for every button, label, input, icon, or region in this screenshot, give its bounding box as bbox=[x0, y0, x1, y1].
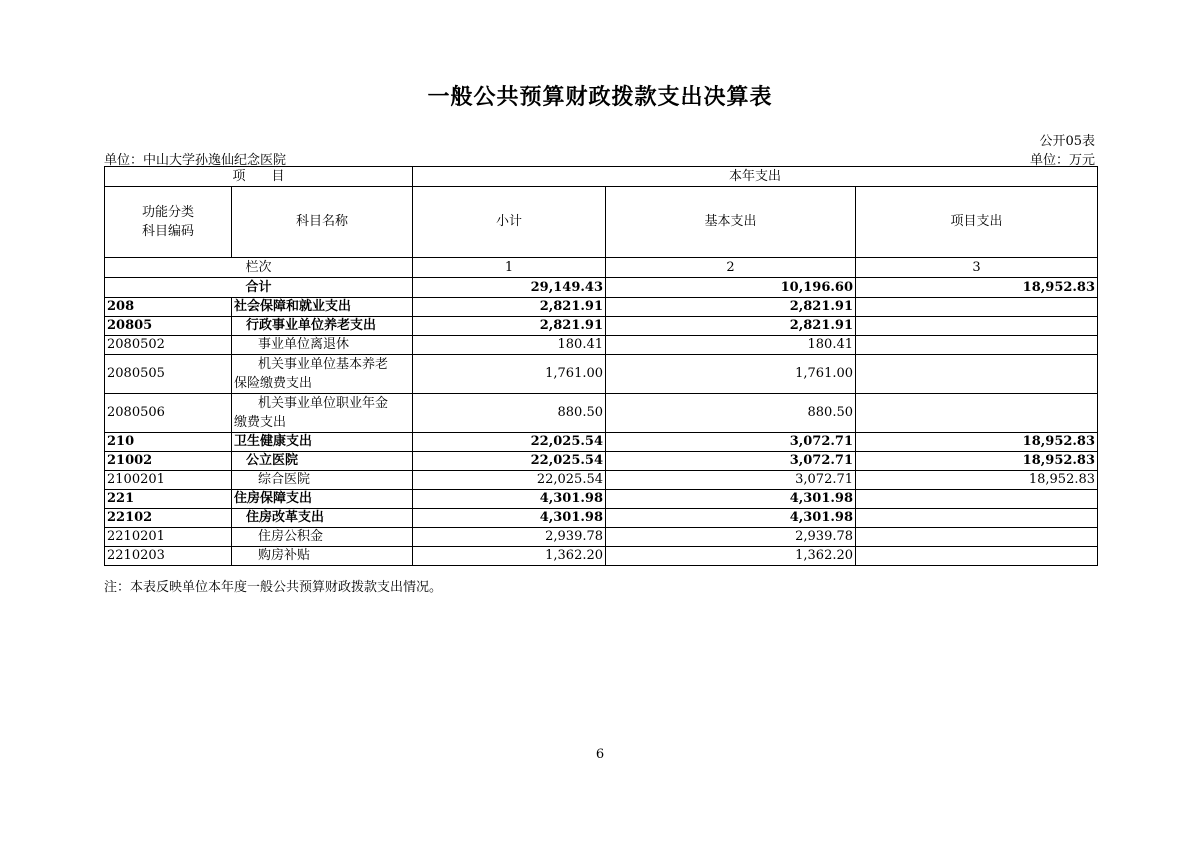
row-basic: 4,301.98 bbox=[606, 490, 856, 509]
table-note: 注：本表反映单位本年度一般公共预算财政拨款支出情况。 bbox=[104, 580, 443, 595]
row-name-line2: 缴费支出 bbox=[234, 415, 287, 430]
table-row bbox=[105, 509, 1098, 528]
header-subtotal: 小计 bbox=[413, 187, 606, 258]
row-project bbox=[856, 528, 1098, 547]
row-subtotal: 1,761.00 bbox=[413, 355, 606, 394]
row-basic: 3,072.71 bbox=[606, 471, 856, 490]
row-subtotal: 4,301.98 bbox=[413, 490, 606, 509]
row-project bbox=[856, 490, 1098, 509]
header-code bbox=[105, 187, 232, 258]
row-subtotal: 22,025.54 bbox=[413, 452, 606, 471]
row-subtotal: 22,025.54 bbox=[413, 433, 606, 452]
header-basic: 基本支出 bbox=[606, 187, 856, 258]
row-basic: 2,939.78 bbox=[606, 528, 856, 547]
row-code: 208 bbox=[105, 298, 232, 317]
row-code: 2210201 bbox=[105, 528, 232, 547]
table-row bbox=[105, 298, 1098, 317]
row-subtotal: 180.41 bbox=[413, 336, 606, 355]
page-number: 6 bbox=[595, 747, 605, 762]
row-name bbox=[232, 355, 413, 394]
row-code: 2210203 bbox=[105, 547, 232, 566]
unit-organization: 单位：中山大学孙逸仙纪念医院 bbox=[104, 153, 287, 168]
row-subtotal: 4,301.98 bbox=[413, 509, 606, 528]
total-basic: 10,196.60 bbox=[606, 278, 856, 298]
row-basic: 180.41 bbox=[606, 336, 856, 355]
table-row bbox=[105, 528, 1098, 547]
row-name: 卫生健康支出 bbox=[232, 433, 413, 452]
column-index-3: 3 bbox=[856, 258, 1098, 278]
row-code: 21002 bbox=[105, 452, 232, 471]
row-subtotal: 2,821.91 bbox=[413, 298, 606, 317]
expenditure-table bbox=[104, 166, 1098, 566]
table-row bbox=[105, 490, 1098, 509]
header-code-line2: 科目编码 bbox=[141, 224, 194, 239]
row-name: 住房公积金 bbox=[232, 528, 413, 547]
row-name: 住房改革支出 bbox=[232, 509, 413, 528]
row-project bbox=[856, 317, 1098, 336]
total-subtotal: 29,149.43 bbox=[413, 278, 606, 298]
row-code: 2080505 bbox=[105, 355, 232, 394]
row-name bbox=[232, 394, 413, 433]
row-basic: 880.50 bbox=[606, 394, 856, 433]
row-subtotal: 1,362.20 bbox=[413, 547, 606, 566]
row-name: 事业单位离退休 bbox=[232, 336, 413, 355]
row-project bbox=[856, 336, 1098, 355]
table-row bbox=[105, 433, 1098, 452]
table-row bbox=[105, 452, 1098, 471]
row-name-line1: 机关事业单位职业年金 bbox=[258, 396, 389, 411]
table-row bbox=[105, 471, 1098, 490]
row-project bbox=[856, 394, 1098, 433]
form-number: 公开05表 bbox=[1039, 134, 1095, 149]
row-code: 210 bbox=[105, 433, 232, 452]
row-name-line1: 机关事业单位基本养老 bbox=[258, 357, 389, 372]
row-name: 行政事业单位养老支出 bbox=[232, 317, 413, 336]
row-subtotal: 2,821.91 bbox=[413, 317, 606, 336]
row-code: 2100201 bbox=[105, 471, 232, 490]
row-basic: 1,362.20 bbox=[606, 547, 856, 566]
header-subject-name: 科目名称 bbox=[232, 187, 413, 258]
row-name-line2: 保险缴费支出 bbox=[234, 376, 313, 391]
row-subtotal: 22,025.54 bbox=[413, 471, 606, 490]
row-code: 221 bbox=[105, 490, 232, 509]
row-name: 综合医院 bbox=[232, 471, 413, 490]
row-subtotal: 880.50 bbox=[413, 394, 606, 433]
table-row bbox=[105, 394, 1098, 433]
row-project bbox=[856, 547, 1098, 566]
row-basic: 1,761.00 bbox=[606, 355, 856, 394]
column-index-row bbox=[105, 258, 1098, 278]
column-index-2: 2 bbox=[606, 258, 856, 278]
row-basic: 4,301.98 bbox=[606, 509, 856, 528]
header-current-year: 本年支出 bbox=[413, 167, 1098, 187]
row-basic: 3,072.71 bbox=[606, 433, 856, 452]
row-subtotal: 2,939.78 bbox=[413, 528, 606, 547]
row-project bbox=[856, 298, 1098, 317]
total-project: 18,952.83 bbox=[856, 278, 1098, 298]
table-row bbox=[105, 355, 1098, 394]
header-item: 项 目 bbox=[105, 167, 413, 187]
header-row-1 bbox=[105, 167, 1098, 187]
row-basic: 2,821.91 bbox=[606, 298, 856, 317]
table-row bbox=[105, 547, 1098, 566]
page-title: 一般公共预算财政拨款支出决算表 bbox=[427, 84, 773, 110]
row-name: 住房保障支出 bbox=[232, 490, 413, 509]
row-project: 18,952.83 bbox=[856, 433, 1098, 452]
row-name: 购房补贴 bbox=[232, 547, 413, 566]
column-index-1: 1 bbox=[413, 258, 606, 278]
row-project: 18,952.83 bbox=[856, 452, 1098, 471]
header-project: 项目支出 bbox=[856, 187, 1098, 258]
row-name: 公立医院 bbox=[232, 452, 413, 471]
header-row-2 bbox=[105, 187, 1098, 258]
row-basic: 2,821.91 bbox=[606, 317, 856, 336]
header-code-line1: 功能分类 bbox=[141, 205, 194, 220]
unit-currency: 单位：万元 bbox=[1029, 153, 1095, 168]
row-name: 社会保障和就业支出 bbox=[232, 298, 413, 317]
row-basic: 3,072.71 bbox=[606, 452, 856, 471]
row-project bbox=[856, 509, 1098, 528]
row-code: 2080502 bbox=[105, 336, 232, 355]
column-index-label: 栏次 bbox=[105, 258, 413, 278]
row-project bbox=[856, 355, 1098, 394]
total-label: 合计 bbox=[105, 278, 413, 298]
total-row bbox=[105, 278, 1098, 298]
row-code: 22102 bbox=[105, 509, 232, 528]
row-project: 18,952.83 bbox=[856, 471, 1098, 490]
row-code: 2080506 bbox=[105, 394, 232, 433]
table-row bbox=[105, 317, 1098, 336]
table-row bbox=[105, 336, 1098, 355]
row-code: 20805 bbox=[105, 317, 232, 336]
